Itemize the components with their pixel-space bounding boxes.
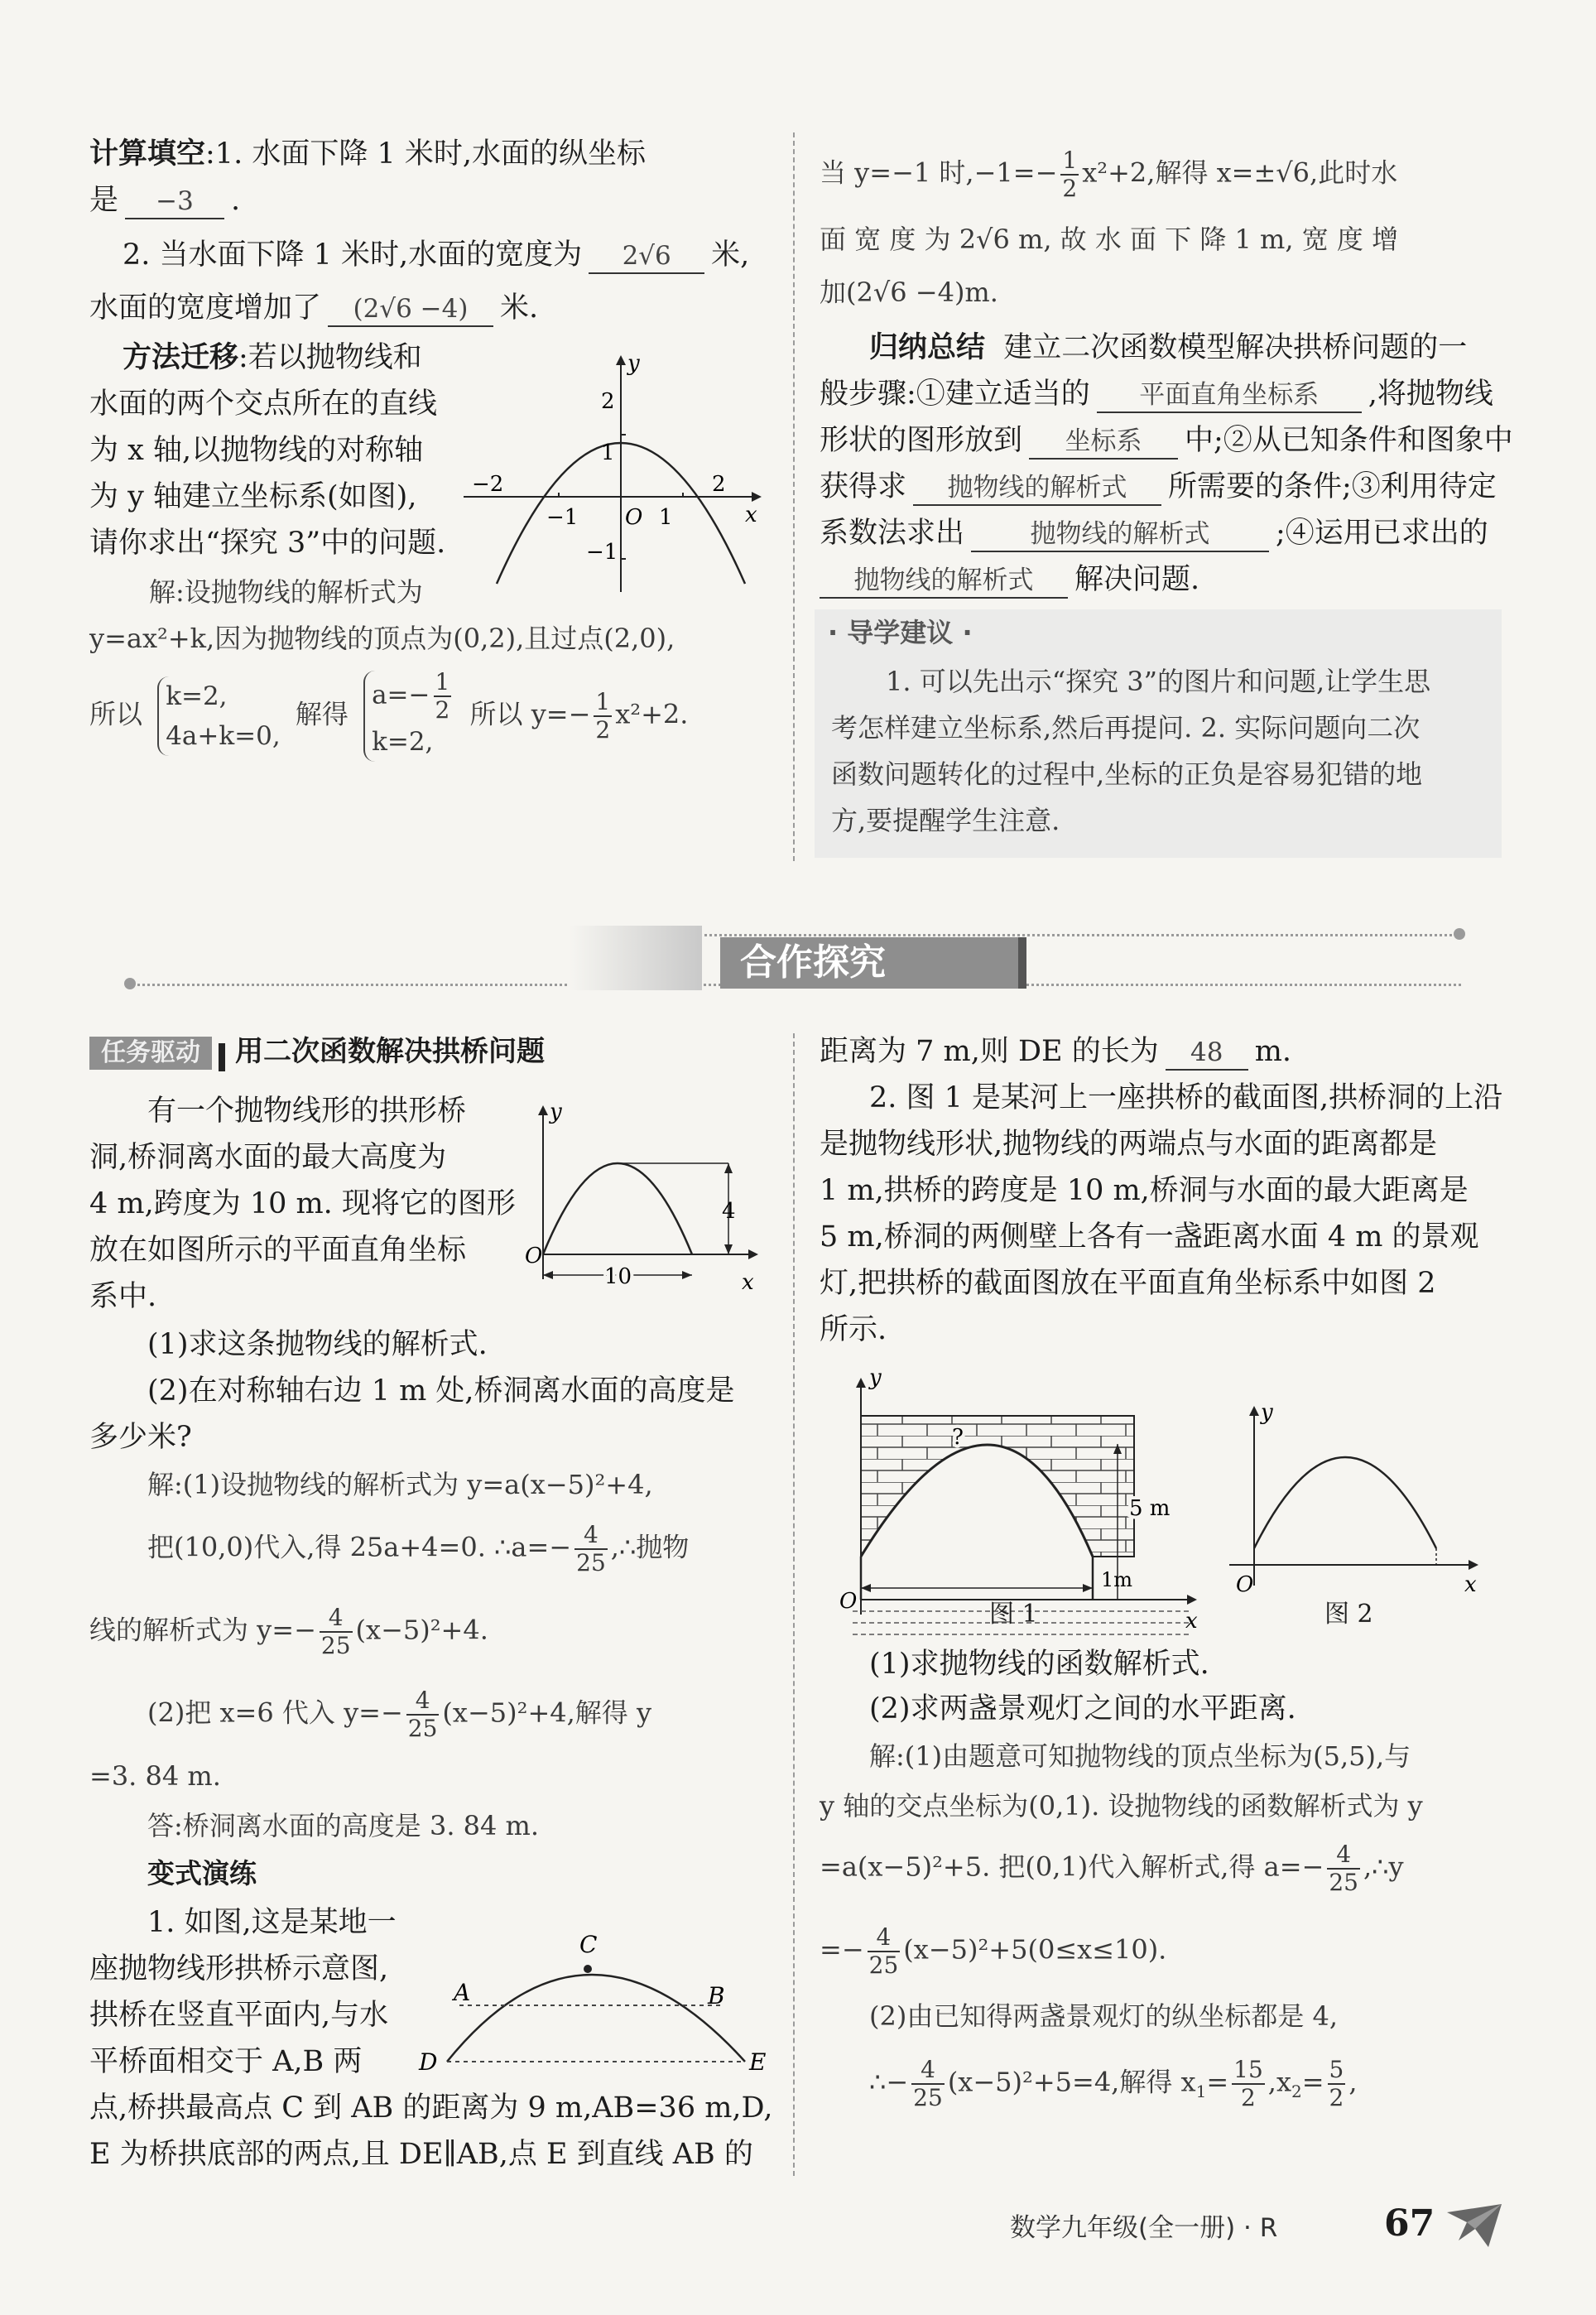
answer-blank-1: −3 [125, 185, 224, 219]
guide-title: · 导学建议 · [828, 617, 973, 648]
equation-system-1: k=2, 4a+k=0, [157, 676, 281, 756]
footer-book-title: 数学九年级(全一册) · R [1010, 2213, 1278, 2243]
tick-x-1: 1 [659, 505, 673, 530]
calc-line-3: 2. 当水面下降 1 米时,水面的宽度为 2√6 米, [123, 232, 749, 278]
y-label: y [627, 352, 640, 376]
solution-line-3: 所以 k=2, 4a+k=0, 解得 a=− $\frac{1}{2}$ k=2, 所以 y=− $\frac{1}{2}$ x²+2. [89, 671, 688, 787]
problem-line-1: 有一个抛物线形的拱形桥 [147, 1095, 467, 1128]
y-label: y [550, 1100, 562, 1124]
tick-y-1: 1 [601, 440, 615, 465]
equation-system-2: a=− $\frac{1}{2}$ k=2, [363, 671, 454, 762]
answer-line-4: (2)把 x=6 代入 y=− $\frac{4}{25}$ (x−5)²+4,解得 y [147, 1687, 652, 1742]
variant-line-4: 平桥面相交于 A,B 两 [89, 2045, 363, 2078]
y-label: y [1261, 1400, 1273, 1425]
method-line-2: 水面的两个交点所在的直线 [89, 387, 438, 421]
guide-line-1: 1. 可以先出示“探究 3”的图片和问题,让学生思 [886, 666, 1431, 697]
origin-label: O [625, 505, 643, 530]
problem2-question-2: (2)求两盏景观灯之间的水平距离. [869, 1692, 1296, 1725]
answer-line-5: =3. 84 m. [89, 1760, 221, 1792]
height-label: 4 [722, 1199, 736, 1224]
figure-1-caption: 图 1 [989, 1600, 1038, 1629]
parabola-graph-1 [464, 352, 770, 600]
problem2-line-5: 灯,把拱桥的截面图放在平面直角坐标系中如图 2 [820, 1267, 1436, 1300]
x-label: x [745, 503, 757, 527]
answer-blank-3: (2√6 −4) [328, 292, 493, 327]
figure-2-caption: 图 2 [1324, 1600, 1373, 1629]
answer-line-2: 把(10,0)代入,得 25a+4=0. ∴a=− $\frac{4}{25}$ ,∴抛物 [147, 1521, 690, 1576]
method-line-4: 为 y 轴建立坐标系(如图), [89, 480, 417, 513]
problem2-answer-5: (2)由已知得两盏景观灯的纵坐标都是 4, [869, 2000, 1339, 2032]
problem-line-4: 放在如图所示的平面直角坐标 [89, 1234, 467, 1267]
corner-arrow-icon [1447, 2204, 1505, 2250]
point-c: C [579, 1931, 598, 1958]
question-1: (1)求这条抛物线的解析式. [147, 1328, 488, 1361]
summary-line-5: 系数法求出 抛物线的解析式 ;④运用已求出的 [820, 510, 1488, 556]
solution-line-2: y=ax²+k,因为抛物线的顶点为(0,2),且过点(2,0), [89, 623, 675, 654]
x-label: x [1185, 1609, 1198, 1634]
question-2a: (2)在对称轴右边 1 m 处,桥洞离水面的高度是 [147, 1374, 735, 1408]
task-header [89, 1035, 545, 1071]
summary-title: 归纳总结 [869, 331, 986, 364]
variant-line-5: 点,桥拱最高点 C 到 AB 的距离为 9 m,AB=36 m,D, [89, 2091, 773, 2125]
tick-y-2: 2 [601, 389, 615, 414]
section-rule-upper [579, 934, 1457, 936]
problem2-answer-6: ∴− $\frac{4}{25}$ (x−5)²+5=4,解得 $x_1=$ $\frac{15}{2}$ $,x_2=$ $\frac{5}{2}$ , [869, 2056, 1358, 2111]
calc-line-1: 计算填空:1. 水面下降 1 米时,水面的纵坐标 [89, 137, 646, 171]
problem-line-3: 4 m,跨度为 10 m. 现将它的图形 [89, 1187, 516, 1220]
origin-label: O [525, 1244, 543, 1268]
x-label: x [1464, 1572, 1477, 1597]
section-title-box [720, 937, 1026, 989]
bridge-sketch-3 [414, 1929, 778, 2078]
variant-title: 变式演练 [147, 1857, 257, 1889]
guide-line-2: 考怎样建立坐标系,然后再提问. 2. 实际问题向二次 [831, 712, 1421, 744]
method-line-5: 请你求出“探究 3”中的问题. [89, 527, 446, 560]
problem2-answer-2: y 轴的交点坐标为(0,1). 设抛物线的函数解析式为 y [820, 1790, 1423, 1822]
calc-title: 计算填空 [89, 137, 206, 171]
problem2-line-6: 所示. [820, 1313, 887, 1346]
answer-line-3: 线的解析式为 y=− $\frac{4}{25}$ (x−5)²+4. [89, 1604, 488, 1659]
section-deco [570, 926, 702, 990]
tick-x-neg2: −2 [472, 472, 504, 497]
summary-blank-5: 抛物线的解析式 [820, 564, 1068, 599]
task-title: 用二次函数解决拱桥问题 [235, 1035, 545, 1068]
right-solution-line-2: 面 宽 度 为 2√6 m, 故 水 面 下 降 1 m, 宽 度 增 [820, 224, 1399, 255]
page-number: 67 [1384, 2202, 1435, 2245]
problem-line-2: 洞,桥洞离水面的最大高度为 [89, 1141, 447, 1174]
problem2-answer-4: =− $\frac{4}{25}$ (x−5)²+5(0≤x≤10). [820, 1923, 1167, 1979]
summary-blank-4: 抛物线的解析式 [971, 517, 1269, 552]
calc-line-2: 是 −3 . [89, 177, 240, 224]
problem2-answer-3: =a(x−5)²+5. 把(0,1)代入解析式,得 a=− $\frac{4}{25}$ ,∴y [820, 1841, 1404, 1896]
summary-line-3: 形状的图形放到 坐标系 中;②从已知条件和图象中 [820, 417, 1513, 464]
answer-line-6: 答:桥洞离水面的高度是 3. 84 m. [147, 1810, 540, 1841]
origin-label: O [1236, 1572, 1254, 1597]
summary-line-1: 归纳总结 建立二次函数模型解决拱桥问题的一 [869, 331, 1468, 364]
guide-line-3: 函数问题转化的过程中,坐标的正负是容易犯错的地 [831, 758, 1423, 790]
column-divider-top [793, 132, 795, 861]
method-line-3: 为 x 轴,以抛物线的对称轴 [89, 434, 424, 467]
origin-label: O [839, 1589, 858, 1614]
column-divider-bottom [793, 1033, 795, 2176]
summary-line-6: 抛物线的解析式 解决问题. [820, 556, 1199, 603]
point-e: E [749, 2048, 767, 2076]
problem2-line-2: 是抛物线形状,抛物线的两端点与水面的距离都是 [820, 1128, 1438, 1161]
point-b: B [708, 1982, 725, 2009]
tick-x-2: 2 [712, 472, 726, 497]
summary-blank-2: 坐标系 [1029, 425, 1178, 460]
span-label: 10 [604, 1264, 632, 1289]
solution-line-1: 解:设抛物线的解析式为 [149, 576, 423, 608]
guide-line-4: 方,要提醒学生注意. [831, 805, 1060, 836]
method-title: 方法迁移 [123, 341, 239, 374]
section-title: 合作探究 [740, 941, 886, 984]
tick-x-neg1: −1 [546, 505, 579, 530]
question-2b: 多少米? [89, 1421, 192, 1454]
question-mark: ? [952, 1425, 964, 1450]
right-solution-line-3: 加(2√6 −4)m. [820, 277, 998, 308]
parabola-figure-2 [1221, 1399, 1486, 1598]
problem-line-5: 系中. [89, 1280, 157, 1313]
calc-line-4: 水面的宽度增加了 (2√6 −4) 米. [89, 285, 538, 331]
variant-line-1: 1. 如图,这是某地一 [147, 1906, 397, 1939]
problem2-answer-1: 解:(1)由题意可知抛物线的顶点坐标为(5,5),与 [869, 1740, 1411, 1772]
problem2-question-1: (1)求抛物线的函数解析式. [869, 1648, 1209, 1681]
y-label: y [869, 1366, 882, 1390]
guide-box [815, 609, 1502, 858]
summary-blank-1: 平面直角坐标系 [1097, 378, 1362, 413]
rule-dot-left [124, 978, 136, 989]
variant-line-7: 距离为 7 m,则 DE 的长为 48 m. [820, 1028, 1291, 1075]
method-line-1: 方法迁移:若以抛物线和 [123, 341, 422, 374]
problem2-line-1: 2. 图 1 是某河上一座拱桥的截面图,拱桥洞的上沿 [869, 1081, 1503, 1114]
summary-blank-3: 抛物线的解析式 [913, 471, 1161, 506]
variant-line-6: E 为桥拱底部的两点,且 DE∥AB,点 E 到直线 AB 的 [89, 2138, 753, 2171]
variant-line-3: 拱桥在竖直平面内,与水 [89, 1999, 389, 2032]
x-label: x [742, 1270, 754, 1295]
summary-line-4: 获得求 抛物线的解析式 所需要的条件;③利用待定 [820, 464, 1497, 510]
point-d: D [419, 2048, 438, 2076]
summary-line-2: 般步骤:①建立适当的 平面直角坐标系 ,将抛物线 [820, 371, 1493, 417]
problem2-line-4: 5 m,桥洞的两侧壁上各有一盏距离水面 4 m 的景观 [820, 1220, 1479, 1254]
arch-graph-2 [522, 1097, 770, 1304]
point-a: A [454, 1979, 471, 2006]
variant-blank: 48 [1166, 1036, 1248, 1071]
problem2-line-3: 1 m,拱桥的跨度是 10 m,桥洞与水面的最大距离是 [820, 1174, 1469, 1207]
answer-line-1: 解:(1)设抛物线的解析式为 y=a(x−5)²+4, [147, 1469, 653, 1500]
right-solution-line-1: 当 y=−1 时,−1=− $\frac{1}{2}$ x²+2,解得 x=±√6,此时水 [820, 147, 1398, 202]
height-5m: 5 m [1129, 1496, 1171, 1521]
task-tag: 任务驱动 [89, 1037, 212, 1070]
answer-blank-2: 2√6 [589, 239, 704, 274]
tick-y-neg1: −1 [586, 540, 618, 565]
task-bar [219, 1043, 225, 1071]
height-1m: 1m [1101, 1568, 1133, 1591]
variant-line-2: 座抛物线形拱桥示意图, [89, 1952, 389, 1985]
